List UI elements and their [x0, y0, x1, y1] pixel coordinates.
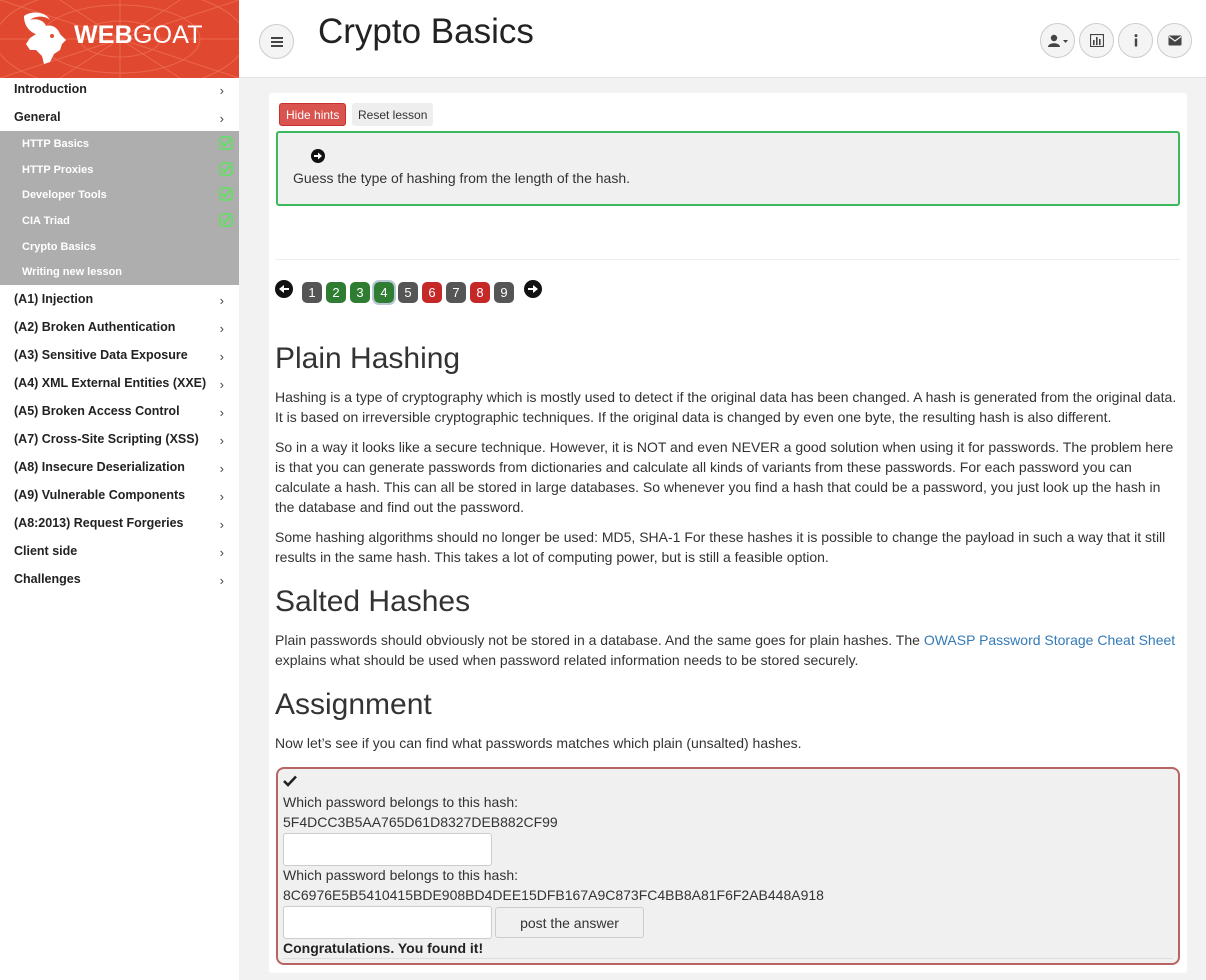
hint-text: Guess the type of hashing from the length of the hash. — [293, 170, 630, 186]
sidebar-item-label: Developer Tools — [22, 189, 107, 202]
page-button-9[interactable]: 9 — [494, 282, 514, 303]
heading-assignment: Assignment — [275, 688, 432, 721]
page-title: Crypto Basics — [318, 12, 534, 51]
reset-lesson-button[interactable]: Reset lesson — [352, 103, 433, 126]
menu-icon — [271, 37, 283, 47]
sidebar-item-request-forgeries[interactable] — [0, 509, 239, 537]
owasp-cheat-sheet-link[interactable]: OWASP Password Storage Cheat Sheet — [923, 632, 1176, 648]
page-button-2[interactable]: 2 — [326, 282, 346, 303]
goat-icon — [16, 10, 70, 66]
checkmark-icon — [283, 775, 297, 787]
heading-salted-hashes: Salted Hashes — [275, 585, 471, 618]
next-hint-icon[interactable] — [311, 149, 325, 163]
page-button-8[interactable]: 8 — [470, 282, 490, 303]
sidebar-item-label: Crypto Basics — [22, 240, 96, 253]
sidebar-item-http-proxies[interactable] — [0, 157, 239, 183]
sidebar-item-developer-tools[interactable] — [0, 182, 239, 208]
top-header — [239, 0, 1206, 78]
chevron-right-icon: › — [219, 111, 224, 126]
question-1-hash: 5F4DCC3B5AA765D61D8327DEB882CF99 — [283, 814, 558, 830]
sidebar-item-cia-triad[interactable] — [0, 208, 239, 234]
next-page-icon[interactable] — [524, 280, 542, 298]
paragraph: Some hashing algorithms should no longer be used: MD5, SHA-1 For these hashes it is possible to change the payload in such a way that it still results in the same hash. This takes a lot of computing power, but is still a feasible option. — [275, 529, 1166, 565]
sidebar-item-a1-injection[interactable] — [0, 285, 239, 313]
question-2-hash: 8C6976E5B5410415BDE908BD4DEE15DFB167A9C873FC4BB8A81F6F2AB448A918 — [283, 887, 824, 903]
webgoat-logo[interactable] — [0, 0, 239, 78]
contact-button[interactable] — [1157, 23, 1192, 58]
sidebar-item-label: Writing new lesson — [22, 266, 123, 279]
sidebar-item-label: CIA Triad — [22, 214, 70, 227]
chevron-right-icon: › — [219, 489, 224, 505]
sidebar-item-introduction[interactable] — [0, 75, 239, 103]
sidebar-item-label: (A8:2013) Request Forgeries — [14, 516, 184, 531]
sidebar — [0, 0, 239, 980]
sidebar-item-label: (A1) Injection — [14, 292, 94, 307]
sidebar-item-label: (A2) Broken Authentication — [14, 320, 176, 335]
page-button-3[interactable]: 3 — [350, 282, 370, 303]
chevron-right-icon: › — [219, 293, 224, 309]
about-button[interactable] — [1118, 23, 1153, 58]
sidebar-item-label: (A8) Insecure Deserialization — [14, 460, 185, 475]
info-icon — [1133, 34, 1139, 47]
result-message: Congratulations. You found it! — [283, 940, 484, 956]
page-button-5[interactable]: 5 — [398, 282, 418, 303]
sidebar-item-a3-sensitive-data-exposure[interactable] — [0, 341, 239, 369]
chevron-right-icon: › — [219, 433, 224, 449]
sidebar-item-label: (A3) Sensitive Data Exposure — [14, 348, 188, 363]
page-button-7[interactable]: 7 — [446, 282, 466, 303]
paragraph-text: Plain passwords should obviously not be stored in a database. And the same goes for plain hashes. The — [275, 632, 924, 648]
general-submenu — [0, 131, 239, 285]
sidebar-item-label: HTTP Basics — [22, 137, 90, 150]
question-2-label: Which password belongs to this hash: — [283, 867, 519, 883]
hide-hints-button[interactable]: Hide hints — [279, 103, 346, 126]
post-answer-button[interactable]: post the answer — [495, 907, 644, 938]
answer-2-input[interactable] — [283, 906, 492, 939]
sidebar-item-general[interactable] — [0, 103, 239, 131]
chart-icon — [1090, 34, 1104, 47]
answer-1-input[interactable] — [283, 833, 492, 866]
question-1-label: Which password belongs to this hash: — [283, 794, 519, 810]
check-square-icon — [219, 187, 233, 201]
chevron-right-icon: › — [219, 405, 224, 421]
sidebar-item-a4-xxe[interactable] — [0, 369, 239, 397]
page-button-6[interactable]: 6 — [422, 282, 442, 303]
divider — [283, 958, 1173, 959]
page-button-4[interactable]: 4 — [374, 282, 394, 303]
sidebar-item-label: General — [14, 110, 61, 124]
chevron-right-icon: › — [219, 349, 224, 365]
sidebar-item-a7-xss[interactable] — [0, 425, 239, 453]
sidebar-item-crypto-basics[interactable] — [0, 234, 239, 260]
paragraph: Now let’s see if you can find what passwords matches which plain (unsalted) hashes. — [275, 735, 802, 751]
sidebar-item-client-side[interactable] — [0, 537, 239, 565]
check-square-icon — [219, 136, 233, 150]
sidebar-item-label: (A9) Vulnerable Components — [14, 488, 186, 503]
sidebar-item-challenges[interactable] — [0, 565, 239, 593]
chevron-right-icon: › — [219, 461, 224, 477]
brand-light: GOAT — [132, 21, 203, 49]
paragraph-text: explains what should be used when password related information needs to be stored securely. — [275, 652, 859, 668]
chevron-right-icon: › — [219, 517, 224, 533]
user-icon — [1047, 34, 1069, 48]
assignment-form — [276, 767, 1180, 965]
chevron-right-icon: › — [219, 321, 224, 337]
sidebar-item-label: (A7) Cross-Site Scripting (XSS) — [14, 432, 199, 447]
sidebar-item-label: (A4) XML External Entities (XXE) — [14, 376, 207, 391]
category-list — [0, 285, 239, 593]
lesson-content — [269, 93, 1187, 973]
paragraph: So in a way it looks like a secure technique. However, it is NOT and even NEVER a good solution when using it for passwords. The problem here is that you can generate passwords from dictionaries and calculate all kinds of variants from these passwords. For each password you can calculate a hash. This can all be stored in large databases. So whenever you find a hash that could be a password, you just look up the hash in the database and find out the password. — [275, 439, 1174, 515]
check-square-icon — [219, 162, 233, 176]
sidebar-item-label: (A5) Broken Access Control — [14, 404, 180, 419]
chevron-right-icon: › — [219, 377, 224, 393]
chevron-right-icon: › — [219, 573, 224, 589]
page-button-1[interactable]: 1 — [302, 282, 322, 303]
divider — [275, 259, 1180, 260]
heading-plain-hashing: Plain Hashing — [275, 342, 461, 375]
sidebar-item-a2-broken-authentication[interactable] — [0, 313, 239, 341]
lesson-overview-button[interactable] — [1079, 23, 1114, 58]
menu-toggle-button[interactable] — [259, 24, 294, 59]
sidebar-item-label: HTTP Proxies — [22, 163, 94, 176]
previous-page-icon[interactable] — [275, 280, 293, 298]
sidebar-item-writing-new-lesson[interactable] — [0, 259, 239, 285]
sidebar-item-a5-broken-access-control[interactable] — [0, 397, 239, 425]
check-square-icon — [219, 213, 233, 227]
chevron-right-icon: › — [219, 545, 224, 561]
envelope-icon — [1168, 35, 1182, 46]
hint-box — [276, 131, 1180, 206]
sidebar-item-http-basics[interactable] — [0, 131, 239, 157]
paragraph: Hashing is a type of cryptography which is mostly used to detect if the original data has been changed. A hash is generated from the original data. It is based on irreversible cryptographic techniques. If the original data is changed by even one byte, the resulting hash is also different. — [275, 389, 1177, 425]
user-menu-button[interactable] — [1040, 23, 1075, 58]
chevron-right-icon: › — [219, 83, 224, 98]
sidebar-item-a8-insecure-deserialization[interactable] — [0, 453, 239, 481]
sidebar-item-label: Client side — [14, 544, 78, 559]
paragraph — [275, 630, 1180, 670]
sidebar-item-label: Challenges — [14, 572, 81, 587]
brand-bold: WEB — [74, 21, 133, 49]
sidebar-item-a9-vulnerable-components[interactable] — [0, 481, 239, 509]
sidebar-item-label: Introduction — [14, 82, 87, 96]
